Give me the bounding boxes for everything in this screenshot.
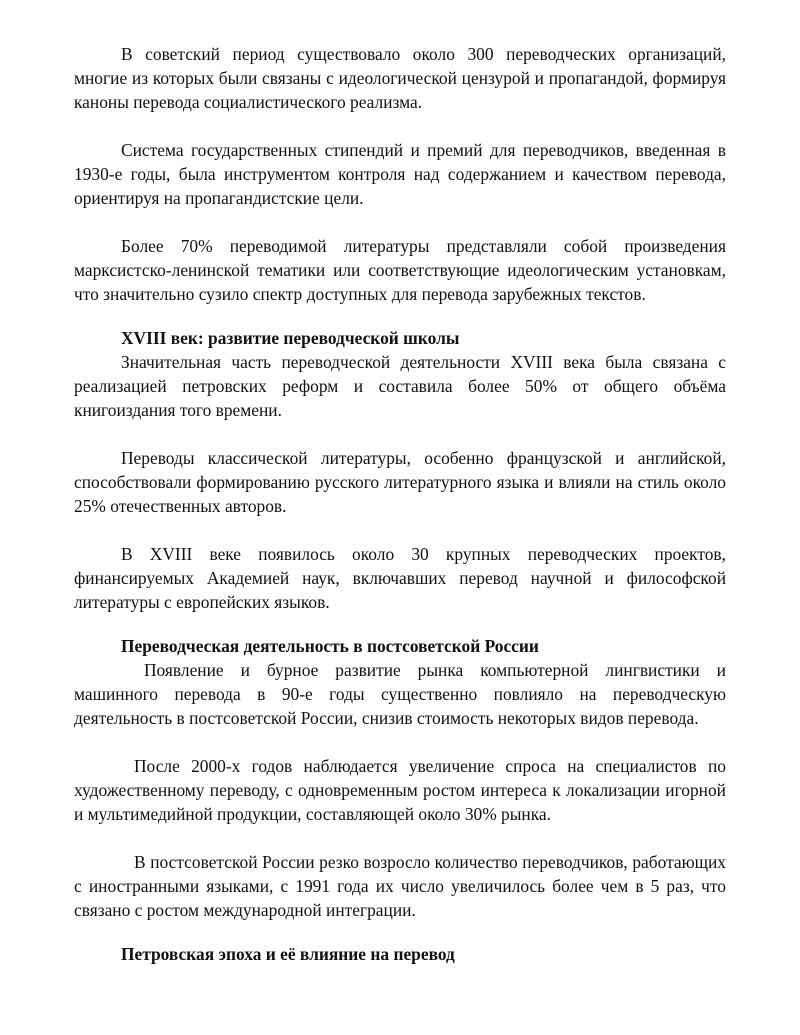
- paragraph-soviet-stipends: Система государственных стипендий и премий для переводчиков, введенная в 1930-е годы, была инструментом контроля над содержанием и качеством перевода, ориентируя на пропагандистские цели.: [74, 140, 726, 208]
- paragraph-post-soviet-growth: В постсоветской России резко возросло количество переводчиков, работающих с иностранными языками, с 1991 года их число увеличилось более чем в 5 раз, что связано с ростом международной интеграции.: [74, 852, 726, 920]
- heading-xviii-century: XVIII век: развитие переводческой школы: [121, 328, 460, 348]
- heading-petrine-era: Петровская эпоха и её влияние на перевод: [121, 944, 455, 964]
- paragraph-soviet-literature-share: Более 70% переводимой литературы представляли собой произведения марксистско-ленинской тематики или соответствующие идеологическим установкам, что значительно сузило спектр доступных для перевода зарубежных текстов.: [74, 236, 726, 304]
- paragraph-soviet-organizations: В советский период существовало около 300 переводческих организаций, многие из которых были связаны с идеологической цензурой и пропагандой, формируя каноны перевода социалистического реализма.: [74, 44, 726, 112]
- paragraph-xviii-classics: Переводы классической литературы, особенно французской и английской, способствовали формированию русского литературного языка и влияли на стиль около 25% отечественных авторов.: [74, 448, 726, 516]
- paragraph-xviii-reforms: Значительная часть переводческой деятельности XVIII века была связана с реализацией петровских реформ и составила более 50% от общего объёма книгоиздания того времени.: [74, 352, 726, 420]
- paragraph-xviii-projects: В XVIII веке появилось около 30 крупных переводческих проектов, финансируемых Академией наук, включавших перевод научной и философской литературы с европейских языков.: [74, 544, 726, 612]
- heading-post-soviet: Переводческая деятельность в постсоветской России: [121, 636, 539, 656]
- paragraph-post-soviet-demand: После 2000-х годов наблюдается увеличение спроса на специалистов по художественному переводу, с одновременным ростом интереса к локализации игорной и мультимедийной продукции, составляющей около 30% рынка.: [74, 756, 726, 824]
- paragraph-post-soviet-mt: Появление и бурное развитие рынка компьютерной лингвистики и машинного перевода в 90-е годы существенно повлияло на переводческую деятельность в постсоветской России, снизив стоимость некоторых видов перевода.: [74, 660, 726, 728]
